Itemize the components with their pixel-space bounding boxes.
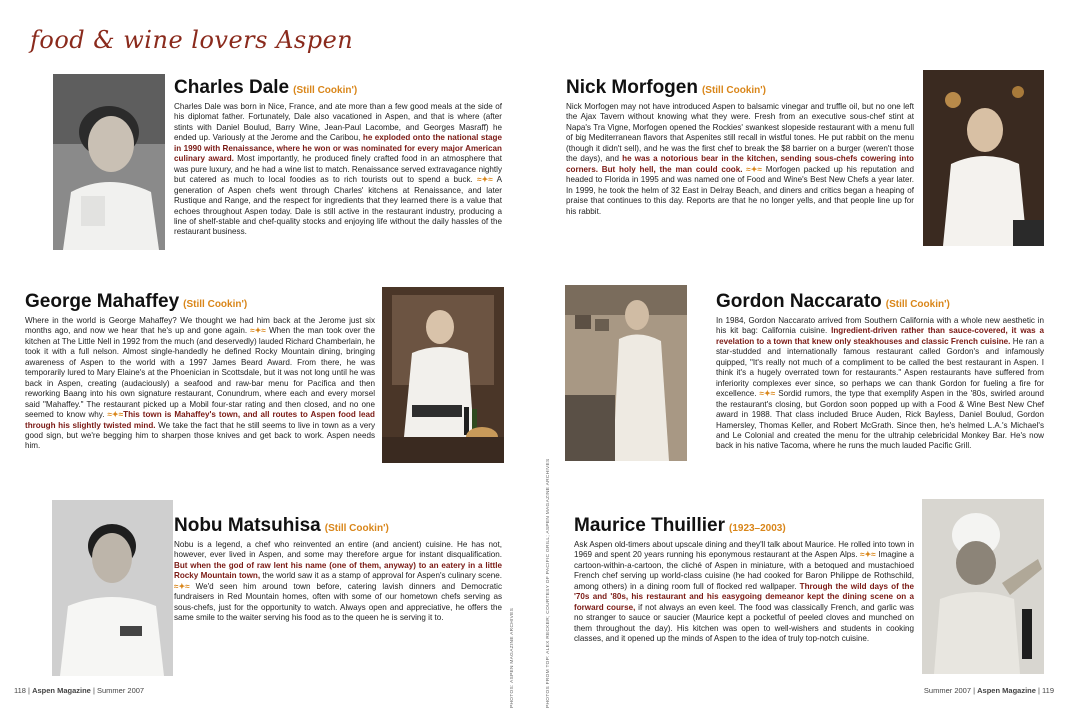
entry-maurice-thuillier [574,516,914,645]
highlight-text: This town is Mahaffey's town, and all routes to Aspen food lead through his slightly twisted mind. [25,410,375,430]
chef-name: Nobu Matsuhisa [174,515,321,536]
status-tag: (Still Cookin') [324,523,389,534]
chef-name: Nick Morfogen [566,77,698,98]
text-span: Where in the world is George Mahaffey? We thought we had him back at the Jerome just six months ago, and now we hear that he's up and gone again. [25,316,375,336]
photo-george-mahaffey [382,287,504,463]
status-tag: (Still Cookin') [183,299,248,310]
ornament-icon: ≈✦≈ [477,175,493,185]
chef-bio [25,316,375,452]
photo-credit-right: PHOTOS FROM TOP: ALEX RECKER; COURTESY OF PACIFIC GRILL; ASPEN MAGAZINE ARCHIVES [546,458,551,708]
highlight-text: But when the god of raw lent his name (one of them, anyway) to an eatery in a little Rocky Mountain town, [174,560,502,581]
highlight-text: Through the wild days of the '70s and '80s, his restaurant and his easygoing demeanor kept the dining scene on a forward course, [574,581,914,612]
text-span: Ask Aspen old-timers about upscale dining and they'll talk about Maurice. He rolled into town in 1969 and spent 20 years running his eponymous restaurant at the Aspen Alps. [574,540,914,560]
text-span: Sordid rumors, the type that exemplify Aspen in the '80s, swirled around the restaurant's closing, but Gordon soon popped up with a Food & Wine Best New Chef award in 1988. That class included Bruce Auden, Rick Bayless, Daniel Boulud, Gordon Hamersley, Thomas Keller, and Robert McGrath. Since then, he's helmed L.A.'s Michael's and Le Colonial and created the menu for the ultrahip celebricidal Monkey Bar. He's now back in his native Tacoma, where he runs the much lauded Pacific Grill. [716,389,1044,451]
entry-george-mahaffey [25,292,375,452]
text-span: if not always an even keel. The food was classically French, and garlic was no stranger to sauce or saucier (Maurice kept a pocketful of peeled cloves and munched on them throughout the day). His kitchen was open to well-wishers and students in cooking classes, and it opened up the minds of Aspen to the idea of truly top-notch cuisine. [574,602,914,644]
text-span: A generation of Aspen chefs went through Charles' kitchens at Renaissance, and later Rustique and Range, and the respect for ingredients that they learned there is a value that echoes throughout Aspen today. Dale is still active in the restaurant industry, producing a line of shelf-stable and chef-quality stocks and enjoying life without the daily hassles of the restaurant business. [174,175,503,237]
status-tag: (Still Cookin') [293,85,358,96]
text-span: He ran a star-studded and internationally famous restaurant called Gordon's and infamously quipped, "It's really not much of a compliment to be called the best restaurant in Aspen. I think it's a hugely overrated town for restaurants." Aspen restaurants have suffered from inferiority complexes ever since, so perhaps we can thank Gordon for fueling a fire for excellence. [716,336,1044,399]
chef-name: Gordon Naccarato [716,291,882,312]
folio-left: 118 | Aspen Magazine | Summer 2007 [14,686,145,695]
highlight-text: he was a notorious bear in the kitchen, sending sous-chefs cowering into corners. But holy hell, the man could cook. [566,154,914,174]
photo-nick-morfogen [923,70,1044,246]
text-span: When the man took over the kitchen at The Little Nell in 1992 from the much (and deservedly) lauded Richard Chamberlain, he took it with a full nelson. Almost single-handedly he defined Rocky Mountain dining, bringing awareness of Aspen to the world with a 1997 James Beard Award. From there, he was temporarily lured to Mary Elaine's at the Phoenician in Scottsdale, but it was not long until he was back in Aspen, creating (audaciously) a seafood and raw-bar menu for Pacifica and then reworking Baang into his own signature restaurant, Conundrum, where each and every morsel said "Mahaffey." The restaurant picked up a Mobil four-star rating and then closed, and no one seemed to know why. [25,326,375,420]
chef-bio [174,540,502,624]
entry-nick-morfogen [566,78,914,217]
text-span: Summer 2007 [96,686,145,695]
text-span: Aspen Magazine [32,686,91,695]
section-title: food & wine lovers Aspen [30,26,354,54]
chef-name: Charles Dale [174,77,290,98]
ornament-icon: ≈✦≈ [174,581,190,591]
text-span: the world saw it as a stamp of approval for Aspen's culinary scene. [260,571,502,581]
text-span: Morfogen packed up his reputation and headed to Florida in 1995 and was named one of Food and Wine's Best New Chefs a year later. In 1999, he took the helm of 32 East in Delray Beach, and diners and critics began a heaping of praise that continues to this day. Reports are that he no longer yells, and that people line up for his rabbit. [566,164,915,216]
text-span: Summer 2007 [923,686,972,695]
text-span: 118 [14,686,26,695]
status-tag: (Still Cookin') [701,85,766,96]
entry-nobu-matsuhisa [174,516,502,624]
folio-right: Summer 2007 | Aspen Magazine | 119 [923,686,1054,695]
highlight-text: he exploded onto the national stage in 1990 with Renaissance, where he won or was nominated for every major American culinary award. [174,133,502,164]
chef-bio [174,102,502,238]
ornament-icon: ≈✦≈ [250,326,266,336]
status-tag: (Still Cookin') [885,299,950,310]
ornament-icon: ≈✦≈ [759,389,776,399]
text-span: Imagine a cartoon-within-a-cartoon, the cliché of Aspen in miniature, with a betoqued and mustachioed French chef serving up world-class cuisine (he had cooked for Baron Philippe de Rothschild, among others) in a dining room full of flocked red wallpaper. [574,550,914,591]
text-span: Most importantly, he produced finely crafted food in an atmosphere that was pure luxury, and he had a wine list to match. Renaissance served extravagance nightly but catered as much to local foodies as to rich tourists out to spend a buck. [174,154,502,185]
text-span: We take the fact that he still seems to live in town as a very good sign, but we're begging him to sharpen those knives and get back to work. Aspen needs him. [25,420,375,451]
entry-charles-dale [174,78,502,238]
entry-gordon-naccarato [716,292,1044,452]
ornament-icon: ≈✦≈ [746,164,762,174]
text-span: Nobu is a legend, a chef who reinvented an entire (and ancient) cuisine. He has not, however, ever lived in Aspen, and some may therefore argue for instant disqualification. [174,540,502,560]
text-span: Aspen Magazine [977,686,1036,695]
highlight-text: Ingredient-driven rather than sauce-covered, it was a revelation to a town that knew only steakhouses and classic French cuisine. [716,326,1044,346]
photo-charles-dale [53,74,165,250]
text-span: Nick Morfogen may not have introduced Aspen to balsamic vinegar and truffle oil, but no one left the Ajax Tavern without knowing what they were. Fresh from an executive sous-chef stint at Napa's Tra Vigne, Morfogen opened the Rockies' swankest slopeside restaurant with a menu full of big Mediterranean flavors that Aspenites still recall in wistful tones. He put rabbit on the menu (though it didn't sell), and he was the first chef to break the $8 barrier on a burger (weren't those the days), and [566,102,914,164]
text-span: 119 [1042,686,1054,695]
photo-nobu-matsuhisa [52,500,173,676]
chef-name: Maurice Thuillier [574,515,725,536]
photo-gordon-naccarato [565,285,687,461]
chef-name: George Mahaffey [25,291,180,312]
text-span: Charles Dale was born in Nice, France, and ate more than a few good meals at the side of his diplomat father. Fortunately, Dale also vacationed in Aspen, and that is where (after stints with Daniel Boulud, Barry Wine, Jean-Paul Lacombe, and Georges Masraff) he ended up. Variously at the Jerome and the Caribou, [174,102,502,143]
text-span: In 1984, Gordon Naccarato arrived from Southern California with a whole new aesthetic in his kit bag: California cuisine. [716,316,1044,336]
chef-bio [716,316,1044,452]
ornament-icon: ≈✦≈ [107,410,124,420]
photo-maurice-thuillier [922,499,1044,674]
status-tag: (1923–2003) [728,523,786,534]
ornament-icon: ≈✦≈ [860,550,876,560]
photo-credit-left: PHOTOS: ASPEN MAGAZINE ARCHIVES [510,607,515,708]
chef-bio [566,102,914,217]
text-span: We'd seen him around town before, catering lavish dinners and Democratic fundraisers in Red Mountain homes, often with some of our hometown chefs serving as sous-chefs, just for the opportunity to watch. Always open and appreciative, he offers the same smile to the waiter serving his food as to the queen he is serving it to. [174,581,502,623]
chef-bio [574,540,914,645]
